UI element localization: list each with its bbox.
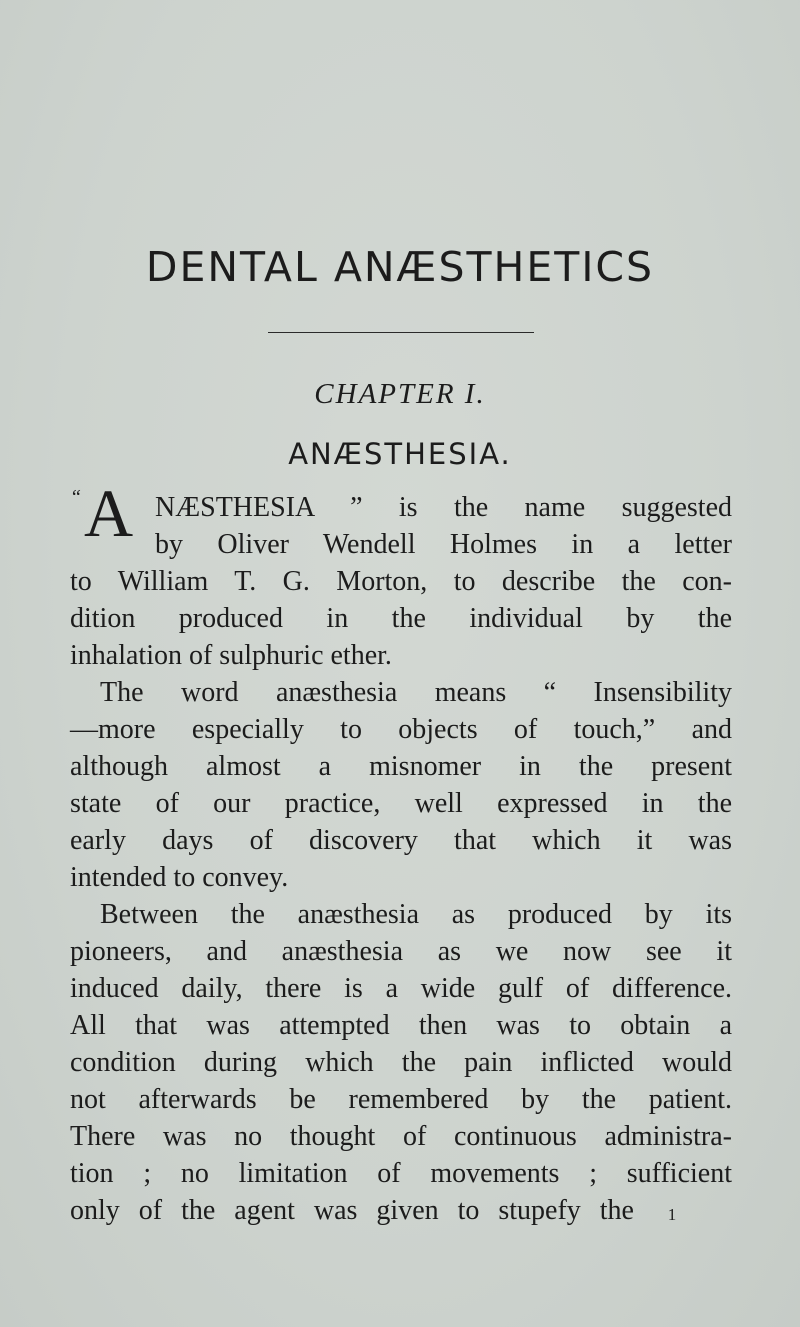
- paragraph-3-line-2: pioneers, and anæsthesia as we now see it: [70, 936, 732, 967]
- page-number: 1: [667, 1205, 677, 1224]
- paragraph-1-line-5: inhalation of sulphuric ether.: [70, 640, 392, 671]
- paragraph-3-line-3: induced daily, there is a wide gulf of difference.: [70, 973, 732, 1004]
- paragraph-1-line-2: by Oliver Wendell Holmes in a letter: [155, 529, 732, 560]
- paragraph-1-line-3: to William T. G. Morton, to describe the con-: [70, 566, 732, 597]
- book-title: DENTAL ANÆSTHETICS: [145, 243, 655, 291]
- paragraph-3-line-4: All that was attempted then was to obtain a: [70, 1010, 732, 1041]
- paragraph-3-line-9: only of the agent was given to stupefy the: [70, 1195, 634, 1226]
- paragraph-2-line-5: early days of discovery that which it was: [70, 825, 732, 856]
- chapter-label: CHAPTER I.: [314, 378, 486, 410]
- paragraph-3-line-7: There was no thought of continuous administra-: [70, 1121, 732, 1152]
- paragraph-1-line-4: dition produced in the individual by the: [70, 603, 732, 634]
- drop-cap: [70, 475, 154, 551]
- paragraph-2-line-4: state of our practice, well expressed in the: [70, 788, 732, 819]
- paragraph-2-line-2: —more especially to objects of touch,” and: [70, 714, 732, 745]
- paragraph-2-line-1: The word anæsthesia means “ Insensibility: [100, 677, 732, 708]
- paragraph-3-line-8: tion ; no limitation of movements ; sufficient: [70, 1158, 732, 1189]
- paragraph-2-line-6: intended to convey.: [70, 862, 289, 893]
- paragraph-3-line-1: Between the anæsthesia as produced by its: [100, 899, 732, 930]
- title-divider: [268, 332, 534, 333]
- section-heading: ANÆSTHESIA.: [288, 437, 512, 471]
- drop-cap-open-quote: “: [70, 486, 82, 508]
- paragraph-2-line-3: although almost a misnomer in the present: [70, 751, 732, 782]
- paragraph-3-line-5: condition during which the pain inflicted would: [70, 1047, 732, 1078]
- paragraph-3-line-6: not afterwards be remembered by the patient.: [70, 1084, 732, 1115]
- paragraph-1-line-1: NÆSTHESIA ” is the name suggested: [155, 492, 732, 523]
- drop-cap-letter: A: [84, 475, 134, 551]
